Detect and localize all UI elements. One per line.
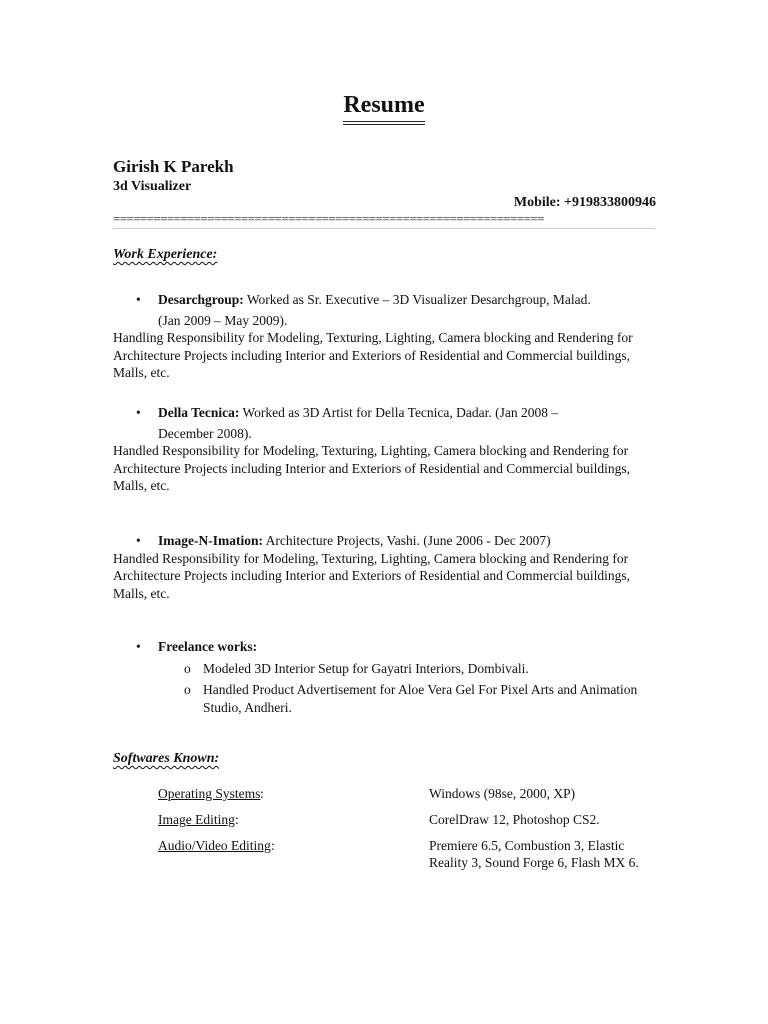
- software-label: Operating Systems: [158, 786, 261, 801]
- job-description: Handled Responsibility for Modeling, Texturing, Lighting, Camera blocking and Rendering for Architecture Projects including Interior and Exteriors of Residential and Commercial buildings, Malls, etc.: [113, 443, 630, 493]
- job-title: Worked as 3D Artist for Della Tecnica, Dadar. (Jan 2008 –: [239, 405, 559, 420]
- bullet-icon: •: [136, 292, 141, 307]
- company-name: Image-N-Imation:: [158, 533, 263, 548]
- software-heading: Softwares Known:: [113, 751, 220, 766]
- job-entry-image-n-imation: [113, 532, 653, 602]
- candidate-role: 3d Visualizer: [113, 179, 192, 194]
- freelance-item: [113, 681, 643, 716]
- software-label: Image Editing: [158, 812, 235, 827]
- bullet-icon: •: [136, 405, 141, 420]
- job-entry-desarchgroup: [113, 291, 653, 382]
- sub-bullet-icon: o: [184, 682, 191, 697]
- separator-underline: [113, 228, 655, 229]
- work-experience-heading: Work Experience:: [113, 247, 218, 262]
- job-title: Worked as Sr. Executive – 3D Visualizer Desarchgroup, Malad.: [243, 292, 591, 307]
- bullet-icon: •: [136, 639, 141, 654]
- bullet-icon: •: [136, 533, 141, 548]
- job-description: Handling Responsibility for Modeling, Texturing, Lighting, Camera blocking and Rendering for Architecture Projects including Interior and Exteriors of Residential and Commercial buildings, Malls, etc.: [113, 330, 633, 380]
- job-header: [113, 532, 653, 550]
- candidate-name: Girish K Parekh: [113, 157, 234, 176]
- page-title: Resume: [0, 92, 768, 125]
- mobile-number: Mobile: +919833800946: [513, 195, 656, 210]
- sub-bullet-icon: o: [184, 660, 191, 676]
- job-dates: (Jan 2009 – May 2009).: [158, 312, 288, 328]
- job-title: Architecture Projects, Vashi. (June 2006 - Dec 2007): [262, 533, 551, 548]
- freelance-section: [113, 638, 653, 716]
- software-value: Premiere 6.5, Combustion 3, Elastic Reality 3, Sound Forge 6, Flash MX 6.: [429, 838, 639, 870]
- job-dates: December 2008).: [158, 425, 252, 441]
- company-name: Della Tecnica:: [158, 405, 240, 420]
- job-header: [113, 404, 653, 422]
- freelance-item: [113, 660, 653, 678]
- separator-rule: ================================================================: [113, 213, 544, 225]
- freelance-heading: Freelance works:: [158, 639, 258, 654]
- freelance-header: [113, 638, 653, 656]
- job-entry-della-tecnica: [113, 404, 653, 495]
- software-value: Windows (98se, 2000, XP): [429, 786, 576, 801]
- job-header: [113, 291, 653, 309]
- software-value: CorelDraw 12, Photoshop CS2.: [429, 812, 600, 827]
- freelance-item-text: Handled Product Advertisement for Aloe Vera Gel For Pixel Arts and Animation Studio, Andheri.: [203, 682, 638, 715]
- freelance-item-text: Modeled 3D Interior Setup for Gayatri Interiors, Dombivali.: [203, 660, 529, 676]
- job-description: Handled Responsibility for Modeling, Texturing, Lighting, Camera blocking and Rendering for Architecture Projects including Interior and Exteriors of Residential and Commercial buildings, Malls, etc.: [113, 550, 630, 601]
- software-label: Audio/Video Editing: [158, 838, 271, 853]
- company-name: Desarchgroup:: [158, 292, 244, 307]
